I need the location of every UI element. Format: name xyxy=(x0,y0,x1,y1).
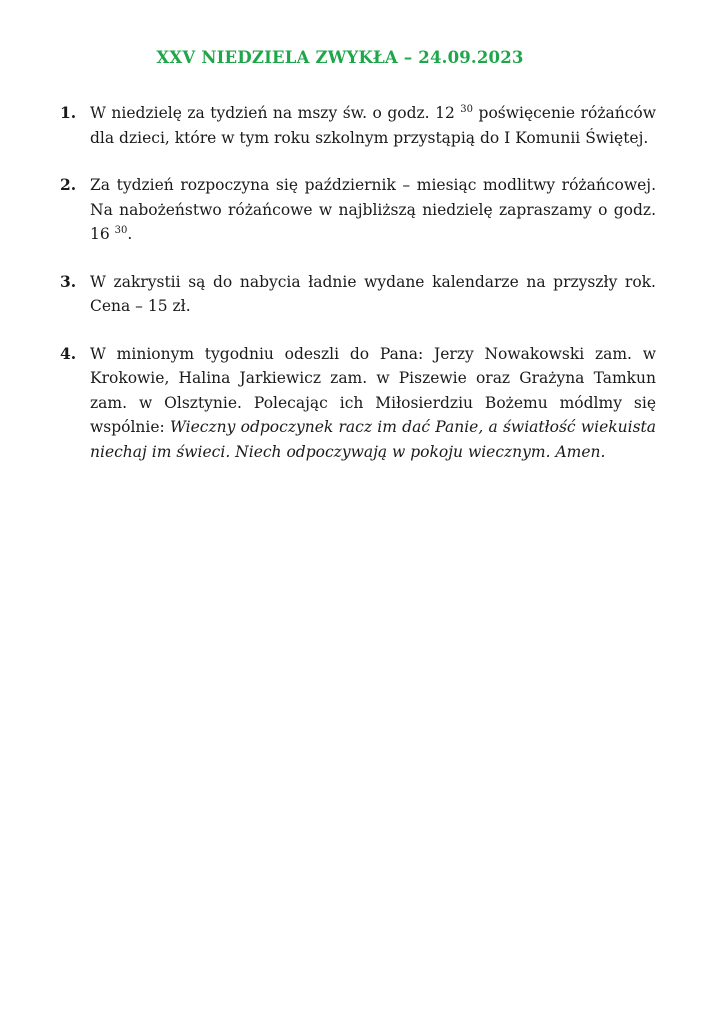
item-number: 1. xyxy=(60,103,77,122)
superscript-minutes: 30 xyxy=(460,103,474,115)
superscript-minutes: 30 xyxy=(114,224,128,236)
item-text xyxy=(90,342,656,465)
item-number: 2. xyxy=(60,175,77,194)
item-number: 3. xyxy=(60,271,77,291)
list-item xyxy=(60,342,656,465)
item-text-part: . xyxy=(127,225,133,243)
item-text-part: W minionym tygodniu odeszli do Pana: Jerzy Nowakowski zam. w Krokowie, Halina Jarkiewicz zam. w Piszewie oraz Grażyna Tamkun zam. w Olsztynie. Polecając ich Miłosierdziu Bożemu módlmy się wspólnie: xyxy=(90,344,656,436)
item-text-part: W niedzielę za tydzień na mszy św. o godz. 12 xyxy=(90,104,461,122)
page-title: XXV NIEDZIELA ZWYKŁA – 24.09.2023 xyxy=(156,48,524,67)
item-text: W zakrystii są do nabycia ładnie wydane kalendarze na przyszły rok. Cena – 15 zł. xyxy=(90,272,656,315)
announcements-list xyxy=(60,101,656,487)
item-text xyxy=(90,173,656,247)
item-text-part: poświęcenie różańców dla dzieci, które w tym roku szkolnym przystąpią do I Komunii Świętej. xyxy=(90,104,656,147)
item-text xyxy=(90,101,656,150)
list-item xyxy=(60,173,656,247)
list-item xyxy=(60,101,656,150)
item-text-part: Za tydzień rozpoczyna się październik – miesiąc modlitwy różańcowej. Na nabożeństwo różańcowe w najbliższą niedzielę zapraszamy o godz. 16 xyxy=(90,176,656,243)
prayer-text: Wieczny odpoczynek racz im dać Panie, a światłość wiekuista niechaj im świeci. Niech odpoczywają w pokoju wiecznym. Amen. xyxy=(90,418,656,461)
list-item xyxy=(60,270,656,319)
item-number: 4. xyxy=(60,343,77,363)
